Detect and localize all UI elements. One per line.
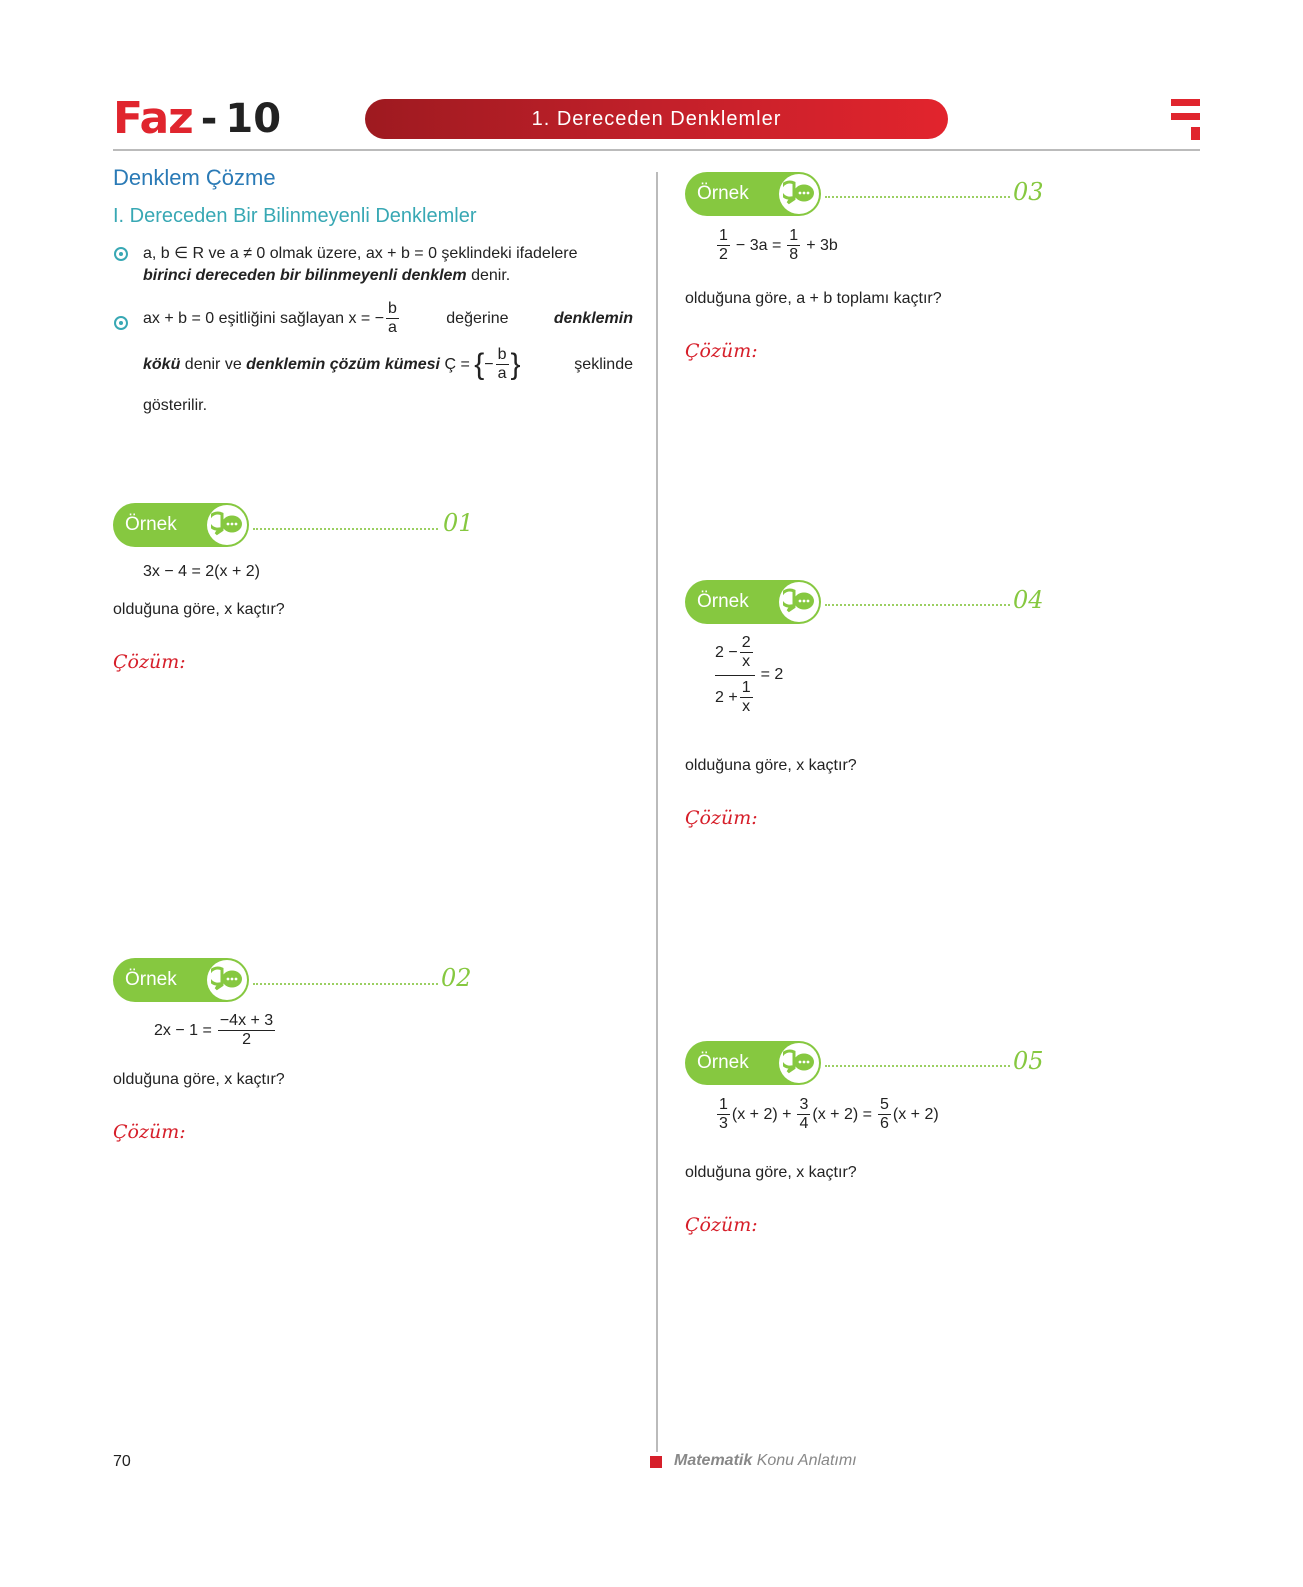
frac-den: a [497,365,507,383]
bot-frac [740,679,753,717]
bullet2-text-e: şeklinde [574,355,633,373]
logo-number: 10 [225,96,282,142]
speech-bubbles-icon [207,505,247,545]
frac-num: b [496,346,509,365]
fraction-c [878,1096,891,1134]
frac-den: x [742,653,751,671]
fraction-a [717,1096,730,1134]
compound-fraction [715,634,755,717]
dotted-leader [253,983,438,985]
bot-pre: 2 + [715,688,738,706]
bullet2-text-a: ax + b = 0 eşitliğini sağlayan x = − [143,309,385,327]
example-number: 01 [443,509,474,537]
eq-mid: − 3a = [735,236,782,254]
frac-den: 3 [719,1115,728,1133]
frac-num: −4x + 3 [218,1012,275,1031]
ornek-label: Örnek [125,514,177,535]
ornek-label: Örnek [697,183,749,204]
bullet2-text-f: gösterilir. [143,397,208,414]
logo-text: Faz [113,93,193,144]
chapter-title-bar [365,99,948,139]
solution-label: Çözüm: [685,1214,758,1236]
dotted-leader [825,604,1010,606]
eq-b-tail: (x + 2) = [812,1105,872,1123]
bullet-text-1 [143,243,633,287]
solution-label: Çözüm: [113,1121,186,1143]
solution-label: Çözüm: [685,340,758,362]
frac-num: 5 [878,1096,891,1115]
example-question: olduğuna göre, x kaçtır? [113,601,285,618]
example-question: olduğuna göre, x kaçtır? [113,1071,285,1088]
frac-den: 6 [879,1115,889,1133]
brace-right: } [510,347,521,381]
book-title-rest: Konu Anlatımı [752,1452,857,1469]
faz-logo [113,93,282,144]
speech-bubbles-icon [779,174,819,214]
frac-den: x [742,698,751,716]
bullet2-text-c: denir ve [180,355,247,373]
logo-sep: - [200,96,218,142]
brand-corner-icon [1171,99,1200,140]
frac-num: 2 [740,634,753,653]
compound-bottom [715,676,755,717]
ornek-label: Örnek [697,591,749,612]
fraction-2 [787,227,800,265]
column-divider [656,172,658,1452]
frac-den: a [388,319,397,337]
speech-bubbles-icon [779,1043,819,1083]
frac-num: 1 [787,227,800,246]
eq-left: 2x − 1 = [154,1021,212,1039]
speech-bubbles-icon [207,960,247,1000]
section-subheading: I. Dereceden Bir Bilinmeyenli Denklemler [113,205,477,227]
eq-a-tail: (x + 2) + [731,1105,792,1123]
section-heading: Denklem Çözme [113,165,276,190]
eq-fraction [218,1012,275,1050]
bullet-icon [114,316,128,330]
bullet2-text-b: değerine [446,309,509,327]
dotted-leader [825,196,1010,198]
frac-num: 1 [717,1096,730,1115]
dotted-leader [825,1065,1010,1067]
solution-label: Çözüm: [685,807,758,829]
bullet-text-2-line2 [143,346,633,384]
book-title-bold: Matematik [674,1452,753,1469]
fraction-b-over-a [386,300,399,338]
frac-den: 2 [719,246,728,264]
chapter-title: 1. Dereceden Denklemler [531,107,782,130]
example-equation [715,227,838,265]
solution-label: Çözüm: [113,651,186,673]
example-question: olduğuna göre, x kaçtır? [685,1164,857,1181]
set-fraction [496,346,509,384]
example-number: 03 [1013,178,1044,206]
frac-num: b [386,300,399,319]
header-divider [113,149,1200,151]
eq-tail: + 3b [806,236,838,254]
ornek-label: Örnek [697,1052,749,1073]
example-number: 02 [441,964,472,992]
example-question: olduğuna göre, x kaçtır? [685,757,857,774]
frac-den: 2 [242,1031,251,1049]
ornek-badge [685,580,821,624]
frac-den: 8 [789,246,799,264]
eq-c-tail: (x + 2) [892,1105,939,1123]
dotted-leader [253,528,438,530]
bullet2-text-d: Ç = [440,355,475,373]
ornek-badge [685,172,821,216]
frac-num: 1 [717,227,730,246]
fraction-1 [717,227,730,265]
top-frac [740,634,753,672]
bullet1-rest: denir. [466,267,511,284]
bullet2-bold-koku: kökü [143,355,181,373]
frac-den: 4 [799,1115,809,1133]
bullet1-bold: birinci dereceden bir bilinmeyenli denklem [143,267,467,284]
eq-rhs: = 2 [760,666,784,684]
top-pre: 2 − [715,643,738,661]
example-equation [715,1096,939,1134]
brace-left: { [474,347,485,381]
ornek-badge [113,503,249,547]
example-equation [154,1012,277,1050]
minus-sign: − [484,355,494,373]
frac-num: 3 [797,1096,810,1115]
bullet2-bold-cozum: denklemin çözüm kümesi [246,355,440,373]
bullet-text-2-line1 [143,300,633,338]
fraction-b [797,1096,810,1134]
example-equation: 3x − 4 = 2(x + 2) [143,563,260,580]
frac-num: 1 [740,679,753,698]
page-number: 70 [113,1453,131,1470]
example-question: olduğuna göre, a + b toplamı kaçtır? [685,290,942,307]
footer-square-icon [650,1456,662,1468]
ornek-label: Örnek [125,969,177,990]
bullet1-line1: a, b ∈ R ve a ≠ 0 olmak üzere, ax + b = 0 şeklindeki ifadelere [143,245,578,262]
ornek-badge [685,1041,821,1085]
bullet-icon [114,247,128,261]
compound-top [715,634,755,676]
example-number: 05 [1013,1047,1044,1075]
ornek-badge [113,958,249,1002]
example-number: 04 [1013,586,1044,614]
example-equation [715,634,783,717]
bullet2-bold-denklemin: denklemin [553,309,633,327]
speech-bubbles-icon [779,582,819,622]
book-title [674,1452,857,1470]
